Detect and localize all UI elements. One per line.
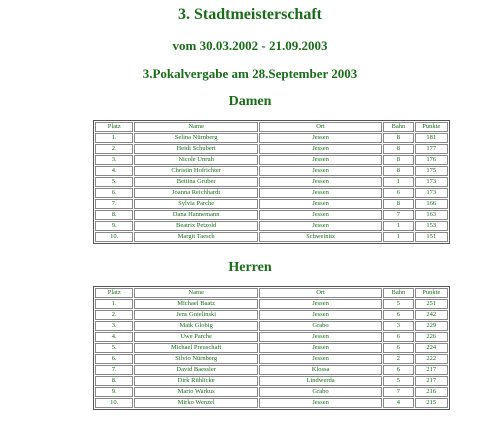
cell-ort: Grabo — [259, 321, 382, 331]
cell-punkte: 242 — [415, 310, 448, 320]
cell-platz: 3. — [95, 155, 133, 165]
cell-punkte: 224 — [415, 343, 448, 353]
table-row — [95, 299, 448, 309]
cell-name: Selina Nürnberg — [134, 133, 257, 143]
cell-name: Bettina Gruber — [134, 177, 257, 187]
cell-name: Mario Warkus — [134, 387, 257, 397]
column-header-platz: Platz — [95, 288, 133, 298]
column-header-name: Name — [134, 122, 257, 132]
column-header-platz: Platz — [95, 122, 133, 132]
cell-punkte: 173 — [415, 177, 448, 187]
cell-name: Heidi Schubert — [134, 144, 257, 154]
cell-name: Michael Baatz — [134, 299, 257, 309]
cell-name: Joanna Reichhardt — [134, 188, 257, 198]
cell-bahn: 7 — [383, 387, 413, 397]
cell-ort: Klossa — [259, 365, 382, 375]
cell-ort: Jessen — [259, 177, 382, 187]
cell-bahn: 6 — [383, 332, 413, 342]
cell-bahn: 1 — [383, 232, 413, 242]
cell-punkte: 166 — [415, 199, 448, 209]
cell-platz: 10. — [95, 232, 133, 242]
table-row — [95, 321, 448, 331]
table-row — [95, 365, 448, 375]
cell-name: Christin Hofrichter — [134, 166, 257, 176]
cell-name: Beatrix Petzold — [134, 221, 257, 231]
cell-bahn: 2 — [383, 354, 413, 364]
cell-ort: Jessen — [259, 332, 382, 342]
cell-ort: Jessen — [259, 155, 382, 165]
cell-ort: Jessen — [259, 166, 382, 176]
cell-punkte: 222 — [415, 354, 448, 364]
table-row — [95, 310, 448, 320]
cell-ort: Schweinitz — [259, 232, 382, 242]
cell-platz: 7. — [95, 199, 133, 209]
herren-table-body — [95, 299, 448, 408]
cell-name: Dana Hannemann — [134, 210, 257, 220]
table-row — [95, 354, 448, 364]
cell-bahn: 8 — [383, 155, 413, 165]
column-header-punkte: Punkte — [415, 288, 448, 298]
table-header-row — [95, 122, 448, 132]
cell-ort: Jessen — [259, 310, 382, 320]
cell-punkte: 163 — [415, 210, 448, 220]
cell-ort: Jessen — [259, 188, 382, 198]
table-row — [95, 144, 448, 154]
table-row — [95, 155, 448, 165]
table-row — [95, 387, 448, 397]
table-row — [95, 232, 448, 242]
page-title: 3. Stadtmeisterschaft — [178, 6, 322, 23]
table-row — [95, 199, 448, 209]
cell-bahn: 8 — [383, 199, 413, 209]
cell-platz: 1. — [95, 133, 133, 143]
table-row — [95, 188, 448, 198]
cell-ort: Jessen — [259, 299, 382, 309]
cell-name: Nicole Unruh — [134, 155, 257, 165]
cell-bahn: 6 — [383, 365, 413, 375]
cell-punkte: 151 — [415, 232, 448, 242]
cell-platz: 8. — [95, 210, 133, 220]
cell-ort: Jessen — [259, 133, 382, 143]
cell-punkte: 175 — [415, 166, 448, 176]
cell-platz: 8. — [95, 376, 133, 386]
cell-platz: 9. — [95, 221, 133, 231]
cell-ort: Jessen — [259, 144, 382, 154]
cell-platz: 10. — [95, 398, 133, 408]
section-heading-damen: Damen — [228, 94, 272, 109]
cell-platz: 1. — [95, 299, 133, 309]
table-row — [95, 133, 448, 143]
cell-punkte: 177 — [415, 144, 448, 154]
cell-platz: 5. — [95, 343, 133, 353]
cell-bahn: 8 — [383, 144, 413, 154]
cell-name: Michael Preuschaft — [134, 343, 257, 353]
cell-platz: 4. — [95, 166, 133, 176]
damen-table-body — [95, 133, 448, 242]
cell-platz: 9. — [95, 387, 133, 397]
cell-bahn: 4 — [383, 398, 413, 408]
cell-punkte: 251 — [415, 299, 448, 309]
award-subtitle: 3.Pokalvergabe am 28.September 2003 — [142, 66, 358, 81]
cell-punkte: 153 — [415, 221, 448, 231]
cell-bahn: 8 — [383, 133, 413, 143]
table-row — [95, 343, 448, 353]
cell-ort: Jessen — [259, 199, 382, 209]
table-row — [95, 166, 448, 176]
period-subtitle: vom 30.03.2002 - 21.09.2003 — [172, 38, 328, 53]
cell-name: Dirk Rühlicke — [134, 376, 257, 386]
cell-ort: Jessen — [259, 343, 382, 353]
cell-punkte: 226 — [415, 332, 448, 342]
table-row — [95, 177, 448, 187]
herren-results-table — [93, 286, 450, 410]
cell-punkte: 229 — [415, 321, 448, 331]
cell-platz: 3. — [95, 321, 133, 331]
cell-name: Uwe Parche — [134, 332, 257, 342]
cell-platz: 6. — [95, 188, 133, 198]
table-row — [95, 210, 448, 220]
cell-punkte: 217 — [415, 365, 448, 375]
cell-punkte: 215 — [415, 398, 448, 408]
column-header-name: Name — [134, 288, 257, 298]
cell-platz: 7. — [95, 365, 133, 375]
column-header-bahn: Bahn — [383, 288, 413, 298]
cell-bahn: 8 — [383, 166, 413, 176]
table-row — [95, 398, 448, 408]
cell-platz: 4. — [95, 332, 133, 342]
cell-bahn: 6 — [383, 188, 413, 198]
cell-punkte: 181 — [415, 133, 448, 143]
cell-name: Jens Gnielinski — [134, 310, 257, 320]
cell-platz: 6. — [95, 354, 133, 364]
cell-punkte: 173 — [415, 188, 448, 198]
cell-bahn: 1 — [383, 177, 413, 187]
cell-bahn: 6 — [383, 343, 413, 353]
cell-bahn: 5 — [383, 299, 413, 309]
cell-platz: 5. — [95, 177, 133, 187]
cell-name: Silvio Nürnberg — [134, 354, 257, 364]
cell-ort: Jessen — [259, 210, 382, 220]
cell-name: David Baessler — [134, 365, 257, 375]
cell-punkte: 176 — [415, 155, 448, 165]
cell-platz: 2. — [95, 310, 133, 320]
cell-ort: Lindwerda — [259, 376, 382, 386]
damen-results-table — [93, 120, 450, 244]
cell-name: Maik Globig — [134, 321, 257, 331]
table-row — [95, 332, 448, 342]
column-header-punkte: Punkte — [415, 122, 448, 132]
cell-bahn: 1 — [383, 221, 413, 231]
cell-platz: 2. — [95, 144, 133, 154]
table-row — [95, 376, 448, 386]
section-heading-herren: Herren — [228, 260, 272, 275]
cell-bahn: 7 — [383, 210, 413, 220]
cell-bahn: 5 — [383, 376, 413, 386]
cell-ort: Jessen — [259, 221, 382, 231]
cell-name: Margit Taesch — [134, 232, 257, 242]
column-header-ort: Ort — [259, 288, 382, 298]
cell-bahn: 3 — [383, 321, 413, 331]
cell-ort: Jessen — [259, 398, 382, 408]
table-header-row — [95, 288, 448, 298]
cell-ort: Grabo — [259, 387, 382, 397]
column-header-bahn: Bahn — [383, 122, 413, 132]
cell-name: Mirko Wenzel — [134, 398, 257, 408]
cell-name: Sylvia Parche — [134, 199, 257, 209]
cell-punkte: 216 — [415, 387, 448, 397]
cell-punkte: 217 — [415, 376, 448, 386]
cell-ort: Jessen — [259, 354, 382, 364]
column-header-ort: Ort — [259, 122, 382, 132]
cell-bahn: 6 — [383, 310, 413, 320]
table-row — [95, 221, 448, 231]
